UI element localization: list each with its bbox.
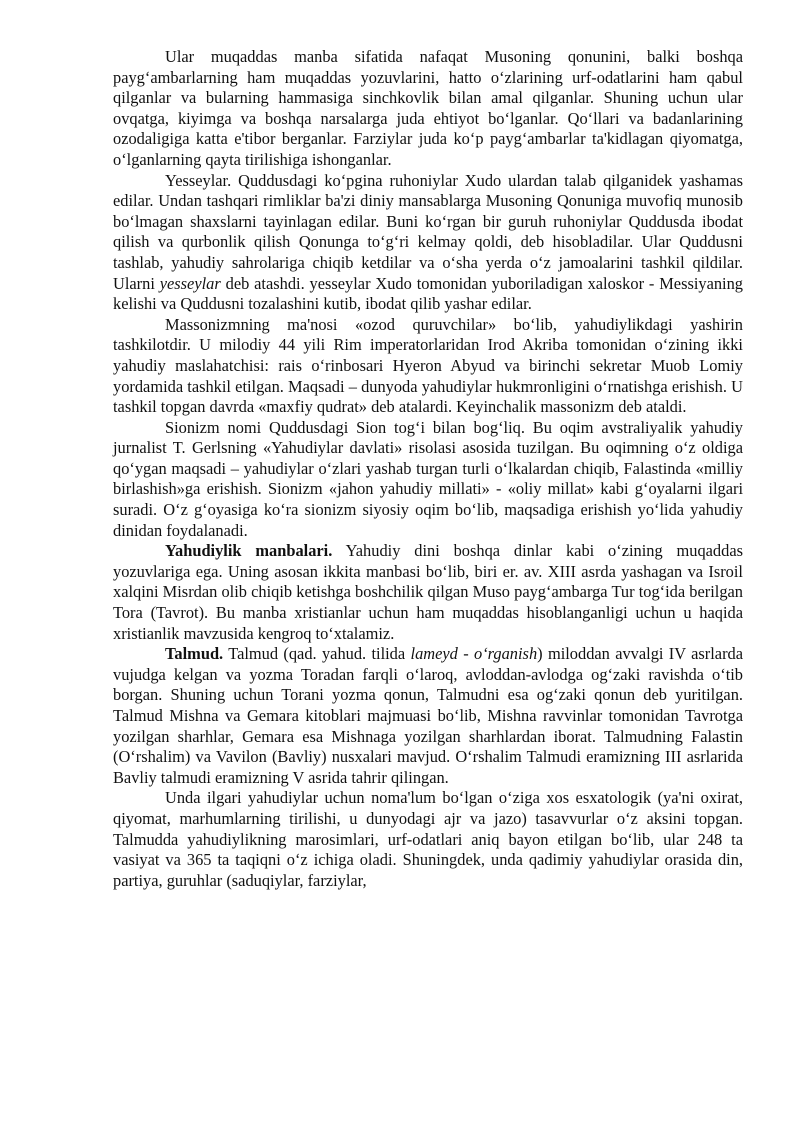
paragraph-sources <box>113 541 743 644</box>
section-heading: Talmud. <box>165 644 224 664</box>
paragraph-essenes <box>113 171 743 315</box>
document-page <box>113 47 743 891</box>
paragraph-eschatology: Unda ilgari yahudiylar uchun noma'lum bo‘lgan o‘ziga xos esxatologik (ya'ni oxirat, qiyomat, marhumlarning tirilishi, u dunyodagi ajr va jazo) tasavvurlar o‘z aksini topgan. Talmudda yahudiylikning marosimlari, urf-odatlari aniq bayon etilgan bo‘lib, ular 248 ta vasiyat va 365 ta taqiqni o‘z ichiga oladi. Shuningdek, unda qadimiy yahudiylar orasida din, partiya, guruhlar (saduqiylar, farziylar, <box>113 788 743 890</box>
section-heading: Yahudiylik manbalari. <box>165 541 333 561</box>
paragraph-text: deb atashdi. yesseylar Xudo tomonidan yuboriladigan xaloskor - Messiyaning kelishi va Quddusni tozalashini kutib, ibodat qilib yashar edilar. <box>113 273 743 314</box>
italic-term: lameyd - o‘rganish <box>410 644 538 664</box>
paragraph-zionism: Sionizm nomi Quddusdagi Sion tog‘i bilan bog‘liq. Bu oqim avstraliyalik yahudiy jurnalist T. Gerlsning «Yahudiylar davlati» risolasi asosida tuzilgan. Bu oqimning o‘z oldiga qo‘ygan maqsadi – yahudiylar o‘zlari yashab turgan turli o‘lkalardan chiqib, Falastinda «milliy birlashish»ga erishish. Sionizm «jahon yahudiy millati» - «oliy millat» kabi g‘oyalarni ilgari suradi. O‘z g‘oyasiga ko‘ra sionizm siyosiy oqim bo‘lib, maqsadiga erishish yo‘lida yahudiy dinidan foydalanadi. <box>113 417 743 540</box>
paragraph-talmud <box>113 644 743 788</box>
paragraph-farisees: Ular muqaddas manba sifatida nafaqat Musoning qonunini, balki boshqa payg‘ambarlarning ham muqaddas yozuvlarini, hatto o‘zlarining urf-odatlarini ham qabul qilganlar va bularning hammasiga sinchkovlik bilan amal qilganlar. Shuning uchun ular ovqatga, kiyimga va boshqa narsalarga juda ehtiyot bo‘lganlar. Qo‘llari va badanlarining ozodaligiga katta e'tibor berganlar. Farziylar juda ko‘p payg‘ambarlar ta'kidlagan qiyomatga, o‘lganlarning qayta tirilishiga ishonganlar. <box>113 47 743 169</box>
paragraph-text: Yahudiy dini boshqa dinlar kabi o‘zining muqaddas yozuvlariga ega. Uning asosan ikkita manbasi bo‘lib, biri er. av. XIII asrda yashagan va Isroil xalqini Misrdan olib chiqib ketishga boshchilik qilgan Muso payg‘ambarga Tur tog‘ida berilgan Tora (Tavrot). Bu manba xristianlar uchun ham muqaddas hisoblanganligi uchun u haqida xristianlik mavzusida kengroq to‘xtalamiz. <box>113 541 743 643</box>
paragraph-text: Talmud (qad. yahud. tilida <box>223 644 411 664</box>
paragraph-text: ) miloddan avvalgi IV asrlarda vujudga kelgan va yozma Toradan farqli o‘laroq, avloddan-avlodga og‘zaki ravishda o‘tib borgan. Shuning uchun Torani yozma qonun, Talmudni esa og‘zaki qonun deb yuritilgan. Talmud Mishna va Gemara kitoblari majmuasi bo‘lib, Mishna ravvinlar tomonidan Tavrotga yozilgan sharhlar, Gemara esa Mishnaga yozilgan sharhlardan iborat. Talmudning Falastin (O‘rshalim) va Vavilon (Bavliy) nusxalari mavjud. O‘rshalim Talmudi eramizning III asrlarida Bavliy talmudi eramizning V asrida tahrir qilingan. <box>113 644 744 787</box>
paragraph-text: Yesseylar. Quddusdagi ko‘pgina ruhoniylar Xudo ulardan talab qilganidek yashamas edilar. Undan tashqari rimliklar ba'zi diniy mansablarga Musoning Qonuniga muvofiq munosib bo‘lmagan shaxslarni tayinlagan edilar. Buni ko‘rgan bir guruh ruhoniylar Quddusda ibodat qilish va qurbonlik qilish Qonunga to‘g‘ri kelmay qoldi, deb hisobladilar. Ular Quddusni tashlab, yahudiy sahrolariga chiqib ketdilar va o‘sha yerda o‘z jamoalarini tashkil qildilar. Ularni <box>113 170 743 293</box>
italic-term: yesseylar <box>159 273 221 293</box>
paragraph-masonry: Massonizmning ma'nosi «ozod quruvchilar» bo‘lib, yahudiylikdagi yashirin tashkilotdir. U milodiy 44 yili Rim imperatorlaridan Irod Akriba tomonidan o‘zining ikki yahudiy maslahatchisi: rais o‘rinbosari Hyeron Abyud va birinchi sekretar Muob Lomiy yordamida tashkil etilgan. Maqsadi – dunyoda yahudiylar hukmronligini o‘rnatishga erishish. U tashkil topgan davrda «maxfiy qudrat» deb atalardi. Keyinchalik massonizm deb ataldi. <box>113 314 743 417</box>
